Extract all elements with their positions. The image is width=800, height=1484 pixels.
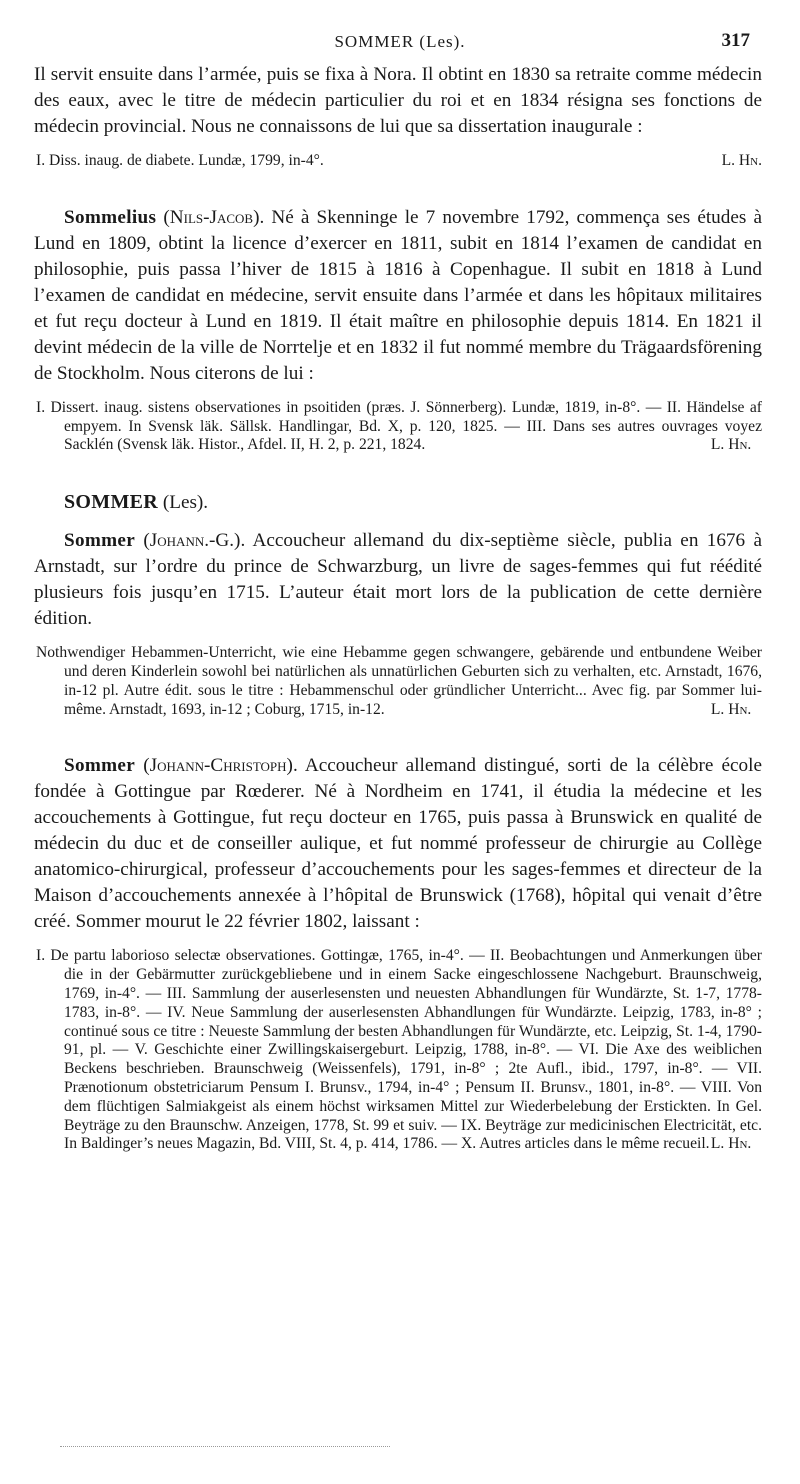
entry-name: Sommer — [64, 530, 136, 552]
entry-sommer-johann-g — [34, 528, 762, 632]
signature: L. Hn. — [710, 1135, 752, 1153]
entry-text: Né à Skenninge le 7 novembre 1792, commença ses études à Lund en 1809, obtint la licence d’exercer en 1811, subit en 1814 l’examen de candidat en philosophie, puis passa l’hiver de 1815 à 1816 à Copenhague. Il subit en 1818 à Lund l’examen de candidat en médecine, servit ensuite dans l’armée et dans les hôpitaux militaires et fut reçu docteur à Lund en 1819. Il était maître en philosophie depuis 1814. En 1821 il devint médecin de la ville de Norrtelje et en 1832 il fut nommé membre du Trägaardsförening de Stockholm. Nous citerons de lui : — [34, 206, 762, 384]
bibliography-text: Nothwendiger Hebammen-Unterricht, wie eine Hebamme gegen schwangere, gebärende und entbundene Weiber und deren Kinderlein sowohl bei natürlichen als unnatürlichen Geburten sich zu verhalten, etc. Arnstadt, 1676, in-12 pl. Autre édit. sous le titre : Hebammenschul oder gründlicher Unterricht... Avec fig. par Sommer lui-même. Arnstadt, 1693, in-12 ; Coburg, 1715, in-12. — [36, 644, 762, 718]
signature: L. Hn. — [721, 152, 762, 169]
signature: L. Hn. — [710, 700, 752, 718]
bibliography-text: I. Dissert. inaug. sistens observationes in psoitiden (præs. J. Sönnerberg). Lundæ, 1819, in-8°. — II. Händelse af empyem. In Svensk läk. Sällsk. Handlingar, Bd. X, p. 120, 1825. — III. Dans ses autres ouvrages voyez Sacklén (Svensk läk. Histor., Afdel. II, H. 2, p. 221, 1824. — [36, 398, 762, 454]
johann-g-bibliography — [34, 644, 762, 719]
entry-name: Sommer — [64, 755, 136, 777]
section-heading-name: SOMMER — [64, 491, 159, 514]
intro-paragraph: Il servit ensuite dans l’armée, puis se fixa à Nora. Il obtint en 1830 sa retraite comme médecin des eaux, avec le titre de médecin particulier du roi et en 1834 résigna ses fonctions de médecin provincial. Nous ne connaissons de lui que sa dissertation inaugurale : — [34, 64, 762, 137]
entry-text: Accoucheur allemand distingué, sorti de la célèbre école fondée à Gottingue par Rœderer. Né à Nordheim en 1741, il étudia la médecine et les accouchements à Gottingue, fut reçu docteur en 1765, puis passa à Brunswick en qualité de médecin du duc et de conseiller aulique, et fut nommé professeur de chirurgie au Collège anatomico-chirurgical, professeur d’accouchements pour les sages-femmes et directeur de la Maison d’accouchements annexée à l’hôpital de Brunswick (1768), hôpital qui venait d’être créé. Sommer mourut le 22 février 1802, laissant : — [34, 755, 762, 933]
signature: L. Hn. — [710, 436, 752, 454]
johann-christoph-bibliography — [34, 947, 762, 1154]
running-title: SOMMER (Les). — [334, 32, 466, 51]
entry-given-names: (Johann-Christoph). — [143, 755, 298, 777]
bibliography-text: I. De partu laborioso selectæ observationes. Gottingæ, 1765, in-4°. — II. Beobachtungen und Anmerkungen über die in der Gebärmutter zurückgebliebene und in einem Sacke eingeschlossene Nachgeburt. Braunschweig, 1769, in-4°. — III. Sammlung der auserlesensten und neuesten Abhandlungen für Wundärzte, St. 1-7, 1778-1783, in-8°. — IV. Neue Sammlung der auserlesensten Abhandlungen für Wundärzte. Leipzig, 1783, in-8° ; continué sous ce titre : Neueste Sammlung der besten Abhandlungen für Wundärzte, etc. Leipzig, St. 1-4, 1790-91, pl. — V. Geschichte einer Zwillingskaisergeburt. Leipzig, 1788, in-8°. — VI. Die Axe des weiblichen Beckens beschrieben. Braunschweig (Weissenfels), 1791, in-8° ; 2te Aufl., ibid., 1797, in-8°. — VII. Prænotionum obstetriciarum Pensum I. Brunsv., 1794, in-4° ; Pensum II. Brunsv., 1801, in-8°. — VIII. Von dem flüchtigen Salmiakgeist als einem höchst wirksamen Mittel zur Wiederbelebung der Erstickten. In Gel. Beyträge zu den Braunschw. Anzeigen, 1778, St. 99 et suiv. — IX. Beyträge zur medicinischen Electricität, etc. In Baldinger’s neues Magazin, Bd. VIII, St. 4, p. 414, 1786. — X. Autres articles dans le même recueil. — [36, 947, 762, 1153]
footer-rule — [60, 1446, 390, 1447]
intro-bibliography — [34, 152, 762, 171]
entry-name: Sommelius — [64, 206, 157, 228]
entry-given-names: (Johann.-G.). — [143, 530, 246, 552]
section-heading-suffix: (Les). — [162, 492, 209, 514]
entry-sommelius — [34, 205, 762, 387]
entry-given-names: (Nils-Jacob). — [163, 206, 265, 228]
entry-text: Accoucheur allemand du dix-septième siècle, publia en 1676 à Arnstadt, sur l’ordre du prince de Schwarzburg, un livre de sages-femmes qui fut réédité plusieurs fois jusqu’en 1715. L’auteur était mort lors de la publication de cette dernière édition. — [34, 530, 762, 630]
entry-sommer-johann-christoph — [34, 753, 762, 935]
page-number: 317 — [721, 30, 750, 51]
running-head — [0, 32, 800, 58]
sommelius-bibliography — [34, 399, 762, 455]
bibliography-text: I. Diss. inaug. de diabete. Lundæ, 1799, in-4°. — [36, 152, 324, 169]
page-content — [34, 62, 762, 1154]
section-heading — [34, 489, 762, 516]
